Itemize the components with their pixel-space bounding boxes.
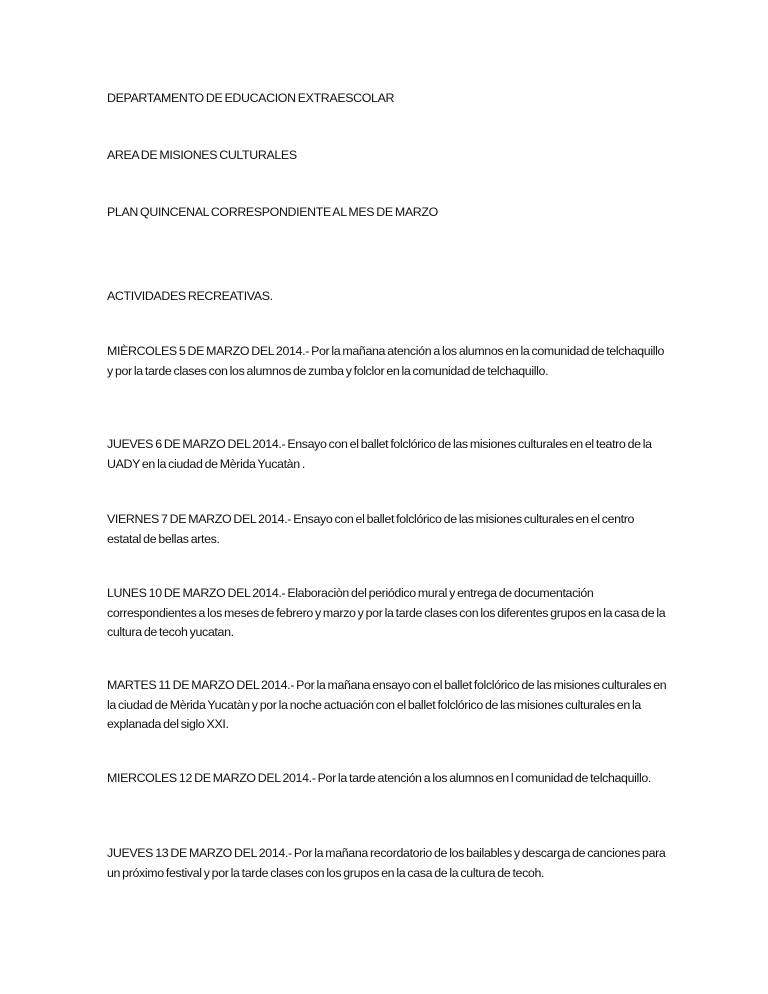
entry-date: JUEVES 6 DE MARZO DEL 2014.- [107,437,286,451]
entry-date: LUNES 10 DE MARZO DEL 2014.- [107,586,286,600]
entry-date: VIERNES 7 DE MARZO DEL 2014.- [107,512,292,526]
entry-text: Por la tarde atención a los alumnos en l comunidad de telchaquillo. [317,771,651,785]
activity-entry [107,584,667,643]
activity-entry [107,844,667,883]
entry-date: JUEVES 13 DE MARZO DEL 2014.- [107,846,292,860]
plan-heading [107,203,667,223]
section-heading [107,287,667,307]
entry-text: Por la mañana ensayo con el ballet folclórico de las misiones culturales en la ciudad de Mèrida Yucatàn y por la noche actuación con el ballet folclórico de las misiones culturales en la explanada del siglo XXI. [107,678,667,731]
area-heading [107,146,667,166]
department-heading-text: DEPARTAMENTO DE EDUCACION EXTRAESCOLAR [107,91,395,105]
activity-entry [107,435,667,474]
entry-date: MIERCOLES 12 DE MARZO DEL 2014.- [107,771,316,785]
entry-date: MIÈRCOLES 5 DE MARZO DEL 2014.- [107,344,309,358]
entry-text: Elaboraciòn del periódico mural y entrega de documentación correspondientes a los meses de febrero y marzo y por la tarde clases con los diferentes grupos en la casa de la cultura de tecoh yucatan. [107,586,666,639]
area-heading-text: AREA DE MISIONES CULTURALES [107,148,297,162]
entry-text: Por la mañana recordatorio de los bailables y descarga de canciones para un próximo festival y por la tarde clases con los grupos en la casa de la cultura de tecoh. [107,846,666,880]
section-heading-text: ACTIVIDADES RECREATIVAS. [107,289,273,303]
entry-text: Ensayo con el ballet folclórico de las misiones culturales en el centro estatal de bellas artes. [107,512,635,546]
entry-date: MARTES 11 DE MARZO DEL 2014.- [107,678,295,692]
activity-entry [107,676,667,735]
activity-entry [107,510,667,549]
plan-heading-text: PLAN QUINCENAL CORRESPONDIENTE AL MES DE MARZO [107,205,438,219]
activity-entry [107,769,667,789]
department-heading [107,89,667,109]
activity-entry [107,342,667,381]
entry-text: Ensayo con el ballet folclórico de las misiones culturales en el teatro de la UADY en la ciudad de Mèrida Yucatàn . [107,437,652,471]
entry-text: Por la mañana atención a los alumnos en la comunidad de telchaquillo y por la tarde clases con los alumnos de zumba y folclor en la comunidad de telchaquillo. [107,344,665,378]
